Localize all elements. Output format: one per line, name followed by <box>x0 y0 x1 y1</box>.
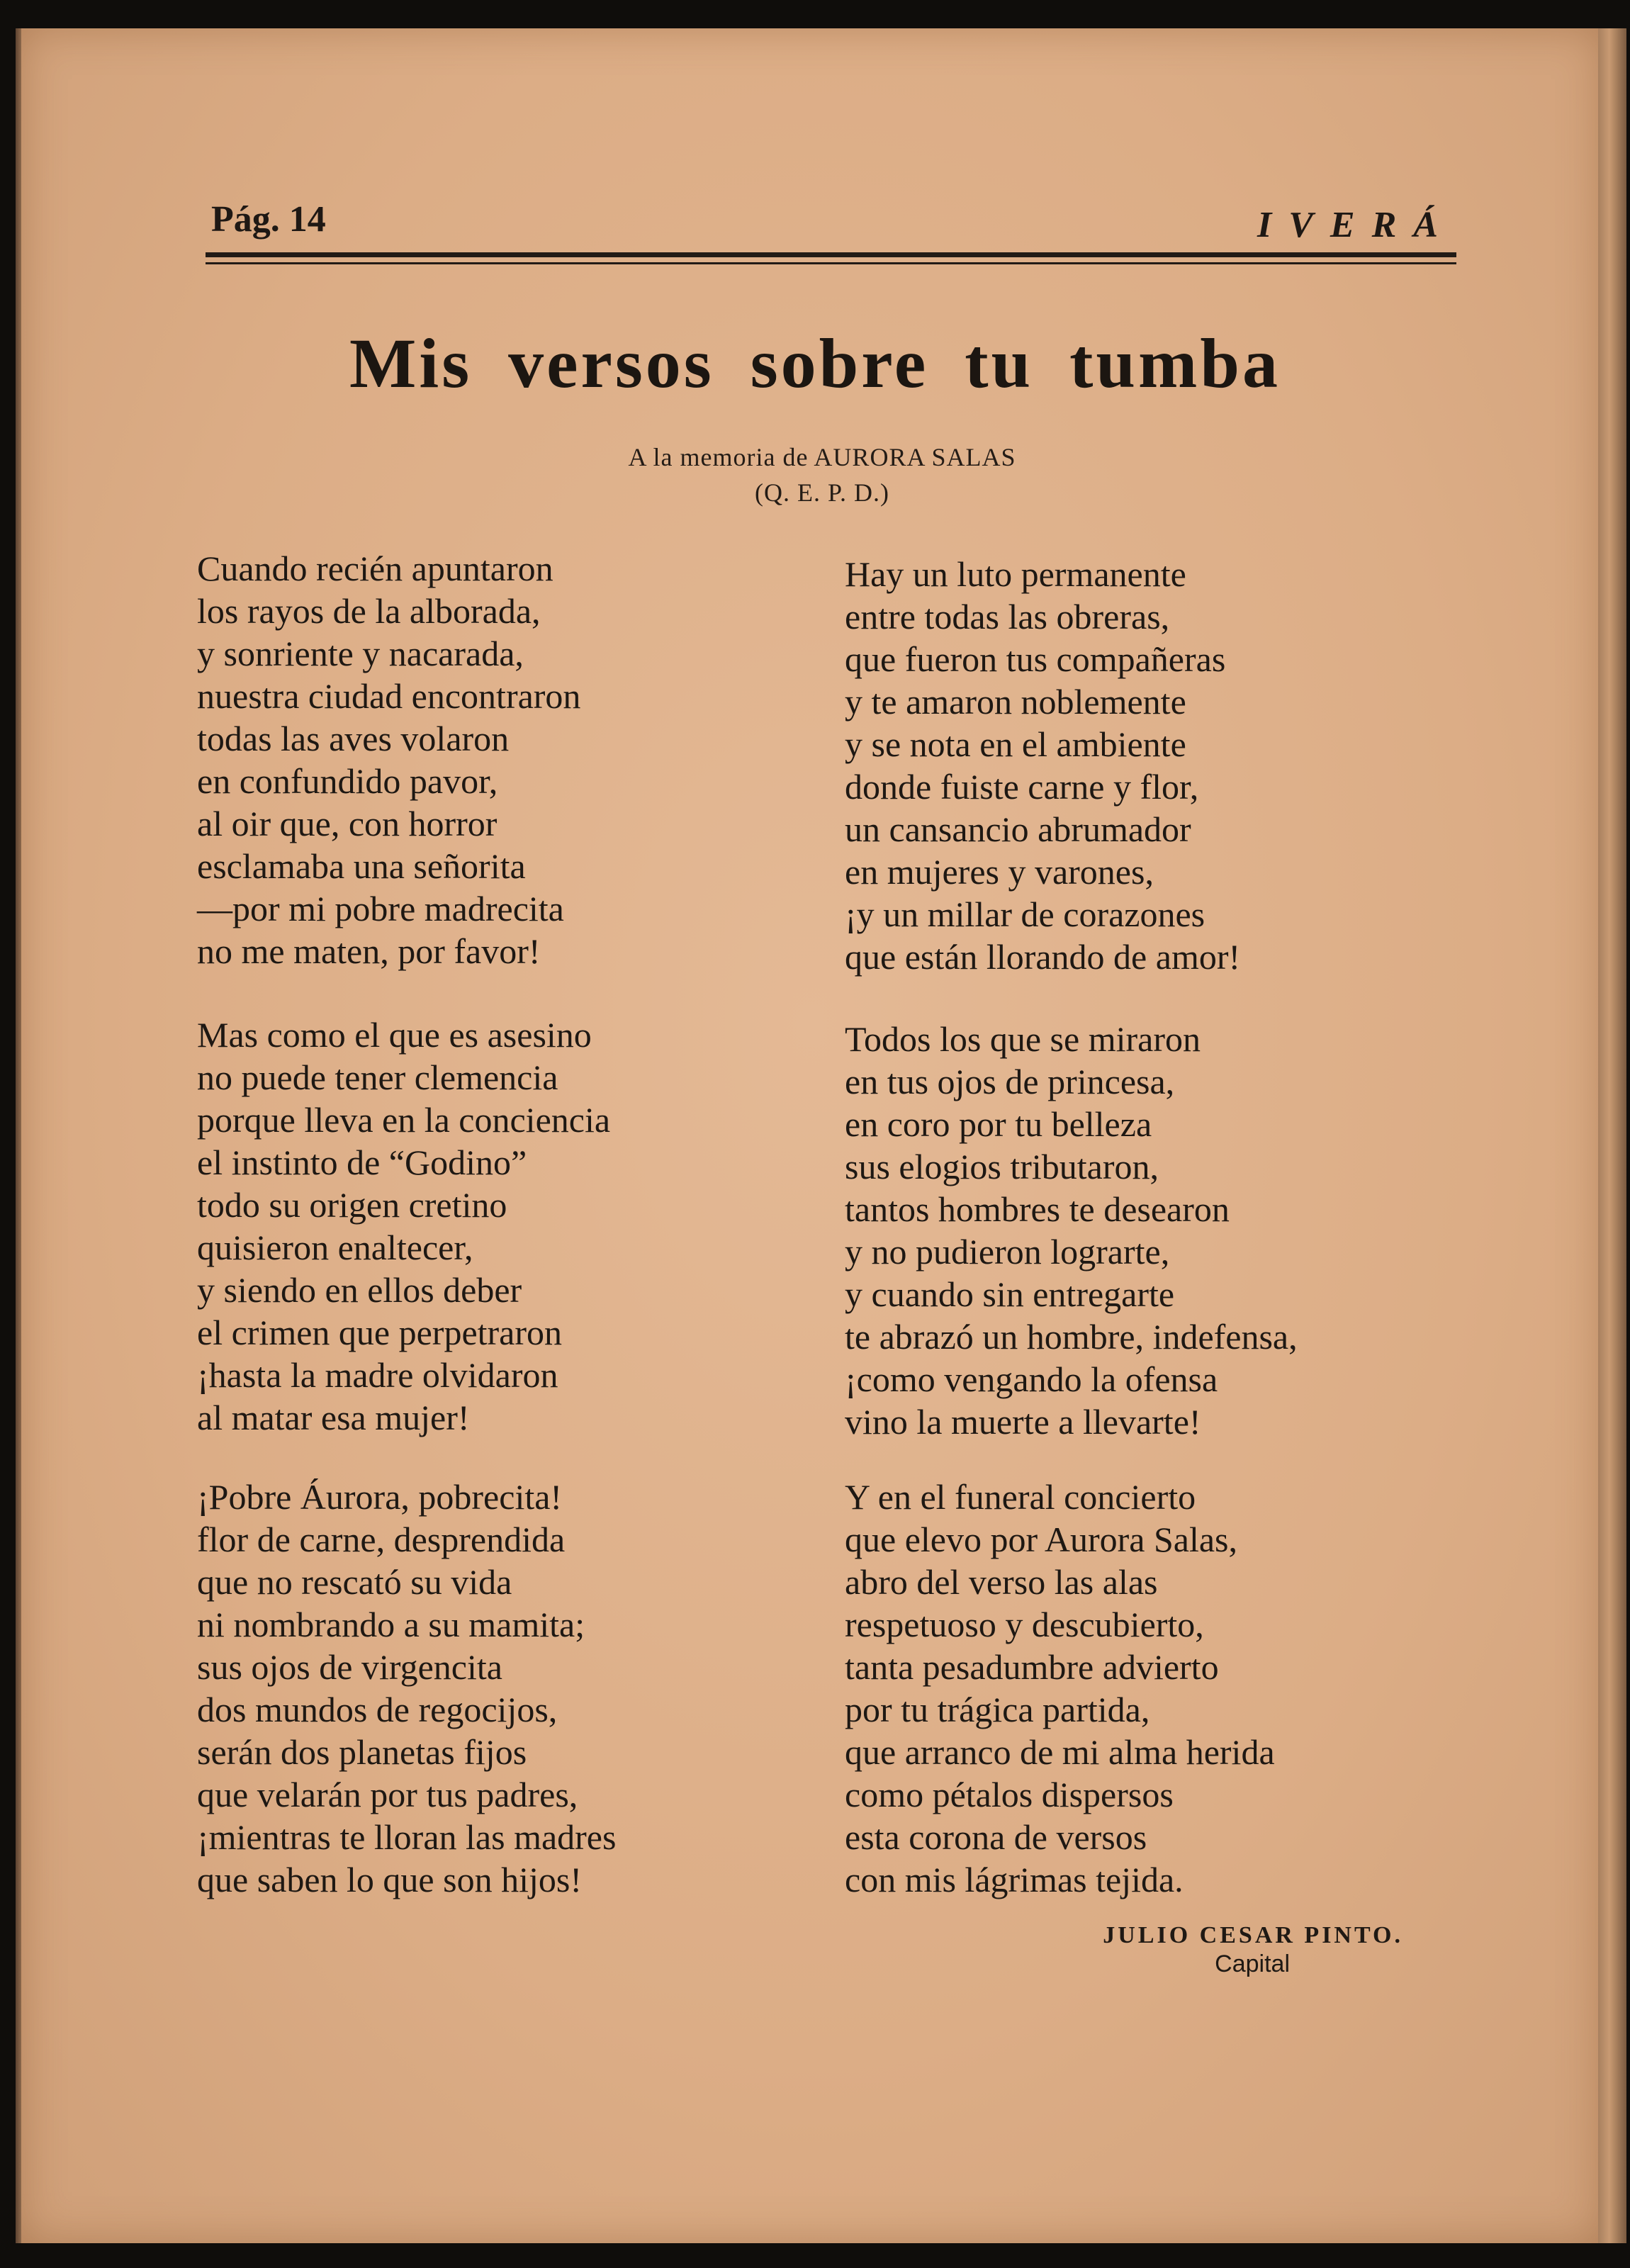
verse-line: Y en el funeral concierto <box>845 1477 1196 1517</box>
dedication-line: A la memoria de AURORA SALAS <box>628 443 1016 471</box>
verse-line: no me maten, por favor! <box>197 931 541 971</box>
verse-line: vino la muerte a llevarte! <box>845 1402 1201 1442</box>
verse-line: el instinto de “Godino” <box>197 1143 527 1182</box>
verse-line: esclamaba una señorita <box>197 846 526 886</box>
verse-line: y no pudieron lograrte, <box>845 1232 1170 1271</box>
verse-line: ¡Pobre Áurora, pobrecita! <box>197 1477 563 1517</box>
verse-line: abro del verso las alas <box>845 1562 1158 1602</box>
verse-line: al oir que, con horror <box>197 804 498 843</box>
verse-line: ni nombrando a su mamita; <box>197 1605 585 1644</box>
left-stanza-3 <box>197 1476 750 1901</box>
author-location: Capital <box>1215 1950 1290 1977</box>
verse-line: Cuando recién apuntaron <box>197 549 553 588</box>
verse-line: ¡hasta la madre olvidaron <box>197 1355 558 1395</box>
verse-line: Todos los que se miraron <box>845 1019 1201 1059</box>
verse-line: que velarán por tus padres, <box>197 1775 578 1814</box>
verse-line: que saben lo que son hijos! <box>197 1860 582 1899</box>
verse-line: ¡como vengando la ofensa <box>845 1359 1218 1399</box>
verse-line: todo su origen cretino <box>197 1185 507 1225</box>
verse-line: por tu trágica partida, <box>845 1690 1150 1729</box>
dedication-initials: (Q. E. P. D.) <box>755 478 889 507</box>
author-signature: JULIO CESAR PINTO. <box>1103 1922 1403 1948</box>
verse-line: que fueron tus compañeras <box>845 639 1226 679</box>
verse-line: y siendo en ellos deber <box>197 1270 522 1310</box>
right-stanza-2 <box>845 1018 1468 1443</box>
verse-line: —por mi pobre madrecita <box>197 889 564 928</box>
verse-line: que arranco de mi alma herida <box>845 1732 1275 1772</box>
verse-line: como pétalos dispersos <box>845 1775 1174 1814</box>
right-stanza-1 <box>845 553 1468 978</box>
verse-line: no puede tener clemencia <box>197 1057 558 1097</box>
verse-line: y cuando sin entregarte <box>845 1274 1175 1314</box>
verse-line: en tus ojos de princesa, <box>845 1062 1175 1101</box>
verse-line: con mis lágrimas tejida. <box>845 1860 1184 1899</box>
verse-line: entre todas las obreras, <box>845 597 1170 636</box>
header-rule-thin <box>206 262 1456 264</box>
verse-line: y se nota en el ambiente <box>845 724 1186 764</box>
verse-line: sus ojos de virgencita <box>197 1647 502 1687</box>
left-stanza-1 <box>197 547 750 972</box>
dedication <box>397 439 1247 510</box>
magazine-title: IVERÁ <box>1257 205 1455 245</box>
verse-line: que están llorando de amor! <box>845 937 1241 977</box>
verse-line: Mas como el que es asesino <box>197 1015 592 1055</box>
verse-line: en coro por tu belleza <box>845 1104 1152 1144</box>
verse-line: y te amaron noblemente <box>845 682 1186 722</box>
verse-line: en confundido pavor, <box>197 761 498 801</box>
verse-line: ¡mientras te lloran las madres <box>197 1817 617 1857</box>
verse-line: quisieron enaltecer, <box>197 1228 473 1267</box>
right-stanza-3 <box>845 1476 1468 1901</box>
verse-line: donde fuiste carne y flor, <box>845 767 1199 807</box>
verse-line: respetuoso y descubierto, <box>845 1605 1204 1644</box>
left-stanza-2 <box>197 1014 750 1439</box>
verse-line: que no rescató su vida <box>197 1562 512 1602</box>
header-rule-thick <box>206 252 1456 257</box>
verse-line: flor de carne, desprendida <box>197 1520 566 1559</box>
verse-line: ¡y un millar de corazones <box>845 894 1205 934</box>
verse-line: dos mundos de regocijos, <box>197 1690 558 1729</box>
verse-line: esta corona de versos <box>845 1817 1147 1857</box>
verse-line: porque lleva en la conciencia <box>197 1100 611 1140</box>
verse-line: tanta pesadumbre advierto <box>845 1647 1219 1687</box>
verse-line: en mujeres y varones, <box>845 852 1154 892</box>
verse-line: que elevo por Aurora Salas, <box>845 1520 1238 1559</box>
verse-line: sus elogios tributaron, <box>845 1147 1159 1186</box>
verse-line: el crimen que perpetraron <box>197 1313 563 1352</box>
verse-line: todas las aves volaron <box>197 719 510 758</box>
verse-line: un cansancio abrumador <box>845 809 1191 849</box>
verse-line: Hay un luto permanente <box>845 554 1186 594</box>
page-number: Pág. 14 <box>211 199 326 240</box>
verse-line: te abrazó un hombre, indefensa, <box>845 1317 1298 1357</box>
verse-line: serán dos planetas fijos <box>197 1732 527 1772</box>
verse-line: y sonriente y nacarada, <box>197 634 524 673</box>
verse-line: tantos hombres te desearon <box>845 1189 1230 1229</box>
poem-title: Mis versos sobre tu tumba <box>349 324 1281 403</box>
verse-line: al matar esa mujer! <box>197 1398 470 1437</box>
verse-line: nuestra ciudad encontraron <box>197 676 581 716</box>
page-header <box>206 198 1456 245</box>
verse-line: los rayos de la alborada, <box>197 591 541 631</box>
